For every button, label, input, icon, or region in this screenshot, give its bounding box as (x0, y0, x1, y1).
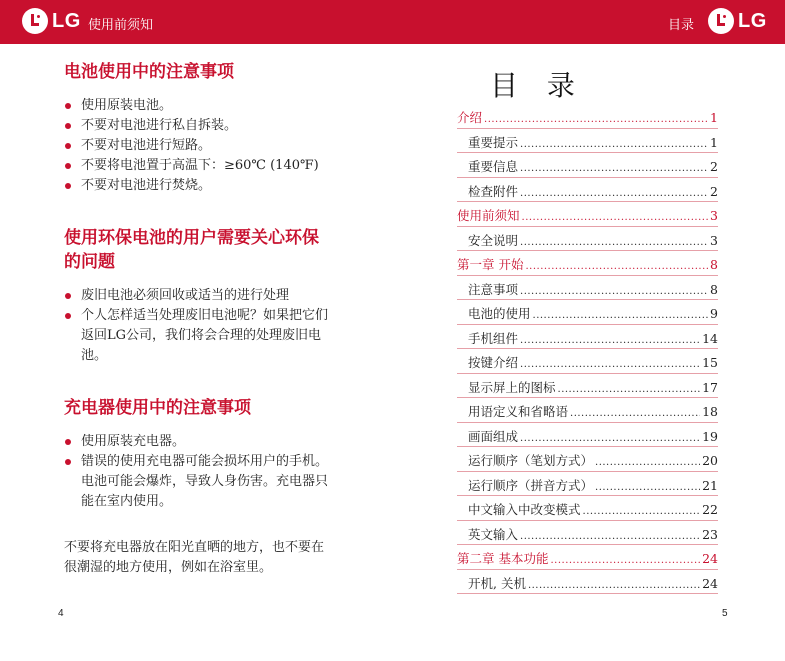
toc-leader-dots (484, 114, 708, 125)
toc-entry-label: 重要提示 (468, 134, 519, 150)
toc-entry-page: 8 (710, 257, 718, 272)
toc-entry-label: 画面组成 (468, 428, 519, 444)
toc-leader-dots (550, 555, 700, 566)
toc-entry[interactable] (457, 153, 718, 178)
toc-entry[interactable] (457, 374, 718, 399)
toc-entry-label: 运行顺序（拼音方式） (468, 477, 594, 493)
toc-entry-label: 运行顺序（笔划方式） (468, 453, 594, 468)
toc-entry-label: 注意事项 (468, 281, 519, 297)
page-number-left: 4 (58, 608, 64, 619)
toc-entry[interactable] (457, 325, 718, 350)
list-item: 不要对电池进行私自拆装。 (64, 116, 334, 136)
toc-leader-dots (525, 261, 708, 272)
toc-entry-label: 第二章 基本功能 (457, 551, 549, 566)
list-item: 不要将电池置于高温下：≥60℃ (140℉) (64, 156, 334, 176)
toc-leader-dots (595, 482, 700, 493)
toc-entry[interactable] (457, 423, 718, 448)
toc-entry-page: 14 (702, 330, 718, 346)
toc-entry-page: 2 (710, 183, 718, 199)
toc-entry-label: 手机组件 (468, 330, 519, 346)
toc-entry-label: 安全说明 (468, 232, 519, 248)
toc-leader-dots (522, 212, 709, 223)
lg-logo-left (22, 8, 81, 34)
toc-leader-dots (520, 359, 700, 370)
toc-entry[interactable] (457, 129, 718, 154)
toc-entry-label: 开机, 关机 (468, 575, 526, 591)
toc-leader-dots (520, 139, 708, 150)
toc-entry-label: 使用前须知 (457, 208, 520, 223)
lg-logo-right (708, 8, 767, 34)
lg-face-icon (22, 8, 48, 34)
list-item: 个人怎样适当处理废旧电池呢？如果把它们返回LG公司，我们将会合理的处理废旧电池。 (64, 306, 334, 366)
toc-entry[interactable] (457, 227, 718, 252)
header-toc-title: 目录 (668, 18, 695, 33)
toc-entry-page: 22 (702, 502, 718, 517)
toc-entry[interactable] (457, 398, 718, 423)
toc-entry-page: 20 (702, 453, 718, 468)
charger-precautions-list (64, 432, 334, 512)
toc-entry-label: 显示屏上的图标 (468, 379, 556, 395)
toc-entry-page: 2 (710, 159, 718, 174)
toc-leader-dots (528, 580, 700, 591)
toc-entry[interactable] (457, 276, 718, 301)
section-title-charger: 充电器使用中的注意事项 (64, 398, 251, 418)
section-title-eco-battery: 使用环保电池的用户需要关心环保的问题 (64, 228, 319, 272)
toc-entry-page: 1 (710, 134, 718, 150)
toc-entry-page: 9 (710, 306, 718, 321)
toc-leader-dots (520, 163, 708, 174)
toc-entry-page: 18 (702, 404, 718, 419)
toc-entry[interactable] (457, 447, 718, 472)
eco-battery-list (64, 286, 334, 366)
toc-entry-page: 24 (702, 575, 718, 591)
toc-leader-dots (595, 457, 700, 468)
toc-entry-label: 介绍 (457, 110, 483, 125)
toc-entry[interactable] (457, 496, 718, 521)
toc-leader-dots (520, 286, 708, 297)
toc-leader-dots (520, 335, 700, 346)
section-title-battery: 电池使用中的注意事项 (64, 62, 234, 82)
toc-leader-dots (520, 433, 700, 444)
toc-leader-dots (558, 384, 701, 395)
list-item: 不要对电池进行焚烧。 (64, 176, 334, 196)
left-page-content (64, 60, 334, 578)
page-header (0, 0, 785, 44)
toc-entry-page: 8 (710, 281, 718, 297)
toc-entry-page: 21 (702, 477, 718, 493)
table-of-contents (457, 104, 718, 594)
toc-entry-label: 重要信息 (468, 159, 519, 174)
toc-entry-label: 检查附件 (468, 183, 519, 199)
toc-entry-page: 3 (710, 208, 718, 223)
toc-entry-label: 第一章 开始 (457, 257, 524, 272)
list-item: 错误的使用充电器可能会损坏用户的手机。电池可能会爆炸，导致人身伤害。充电器只能在室内使用。 (64, 452, 334, 512)
toc-entry[interactable] (457, 570, 718, 595)
toc-entry[interactable] (457, 472, 718, 497)
list-item: 使用原装充电器。 (64, 432, 334, 452)
toc-entry-label: 中文输入中改变模式 (468, 502, 581, 517)
header-section-title: 使用前须知 (88, 18, 154, 33)
toc-entry[interactable] (457, 104, 718, 129)
toc-leader-dots (533, 310, 709, 321)
toc-entry-page: 1 (710, 110, 718, 125)
toc-entry[interactable] (457, 545, 718, 570)
toc-entry[interactable] (457, 521, 718, 546)
toc-entry-page: 19 (702, 428, 718, 444)
list-item: 废旧电池必须回收或适当的进行处理 (64, 286, 334, 306)
page-number-right: 5 (722, 608, 728, 619)
lg-logo-text: LG (738, 9, 767, 32)
battery-precautions-list (64, 96, 334, 196)
toc-leader-dots (520, 188, 708, 199)
toc-entry[interactable] (457, 251, 718, 276)
toc-title: 目 录 (490, 69, 585, 102)
toc-leader-dots (520, 531, 700, 542)
toc-entry[interactable] (457, 202, 718, 227)
lg-face-icon (708, 8, 734, 34)
toc-entry-page: 24 (702, 551, 718, 566)
toc-leader-dots (520, 237, 708, 248)
toc-entry-label: 按键介绍 (468, 355, 519, 370)
toc-entry[interactable] (457, 349, 718, 374)
toc-entry-page: 23 (702, 526, 718, 542)
toc-leader-dots (583, 506, 701, 517)
toc-entry-label: 英文输入 (468, 526, 519, 542)
toc-entry[interactable] (457, 300, 718, 325)
toc-entry-label: 电池的使用 (468, 306, 531, 321)
toc-entry-page: 15 (702, 355, 718, 370)
toc-entry-label: 用语定义和省略语 (468, 404, 569, 419)
toc-leader-dots (570, 408, 700, 419)
toc-entry-page: 17 (702, 379, 718, 395)
list-item: 不要对电池进行短路。 (64, 136, 334, 156)
toc-entry[interactable] (457, 178, 718, 203)
lg-logo-text: LG (52, 9, 81, 32)
list-item: 使用原装电池。 (64, 96, 334, 116)
charger-note: 不要将充电器放在阳光直晒的地方，也不要在很潮湿的地方使用，例如在浴室里。 (64, 540, 325, 575)
toc-entry-page: 3 (710, 232, 718, 248)
